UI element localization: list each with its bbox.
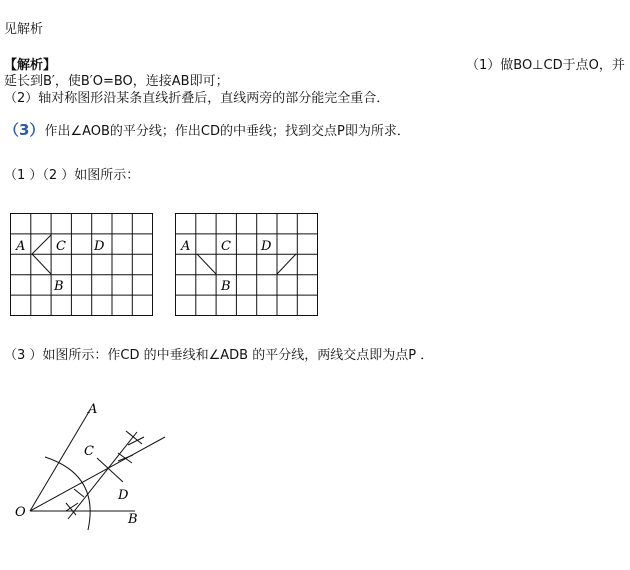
grid-left-label-C: C xyxy=(56,239,66,254)
segment-AB-left xyxy=(32,254,51,274)
grid-right-label-B: B xyxy=(221,279,231,294)
arc-mark-7 xyxy=(74,489,84,497)
answer-1-2-caption: （1 ）（2 ）如图所示： xyxy=(4,168,140,183)
segment-AB-prime-left xyxy=(32,235,51,254)
grid-figure-left xyxy=(10,213,156,319)
analysis-part3-number: （3） xyxy=(4,121,45,139)
perpendicular-bisector-CD xyxy=(68,432,137,519)
grid-left-label-D: D xyxy=(94,239,105,254)
grid-right-label-A: A xyxy=(181,239,191,254)
construction-label-D: D xyxy=(118,488,129,503)
analysis-part1-tail: 延长到B′，使B′O=BO，连接AB即可； xyxy=(4,74,229,89)
analysis-part2: （2）轴对称图形沿某条直线折叠后，直线两旁的部分能完全重合． xyxy=(4,91,390,106)
grid-right-label-D: D xyxy=(261,239,272,254)
grid-right-label-C: C xyxy=(221,239,231,254)
analysis-part3-text: 作出∠AOB的平分线；作出CD的中垂线；找到交点P即为所求． xyxy=(44,124,410,139)
segment-AB-right xyxy=(197,254,216,274)
grid-left-label-A: A xyxy=(16,239,26,254)
segment-symmetric-right xyxy=(277,254,296,274)
grid-figure-right xyxy=(175,213,321,319)
construction-figure xyxy=(0,395,200,535)
answer-3-caption: （3 ）如图所示：作CD 的中垂线和∠ADB 的平分线，两线交点即为点P ． xyxy=(4,348,434,363)
answer-title: 见解析 xyxy=(4,22,44,37)
bisector-line xyxy=(30,437,165,511)
construction-label-O: O xyxy=(15,505,26,520)
ray-OA xyxy=(30,410,90,511)
analysis-part3 xyxy=(4,122,410,140)
arc-main xyxy=(45,457,90,530)
construction-label-C: C xyxy=(84,444,94,459)
construction-label-A: A xyxy=(88,402,98,417)
grid-left-label-B: B xyxy=(54,279,64,294)
construction-label-B: B xyxy=(128,512,138,527)
analysis-label: 【解析】 xyxy=(4,58,57,73)
analysis-part1-head: （1）做BO⊥CD于点O，并 xyxy=(466,58,625,73)
